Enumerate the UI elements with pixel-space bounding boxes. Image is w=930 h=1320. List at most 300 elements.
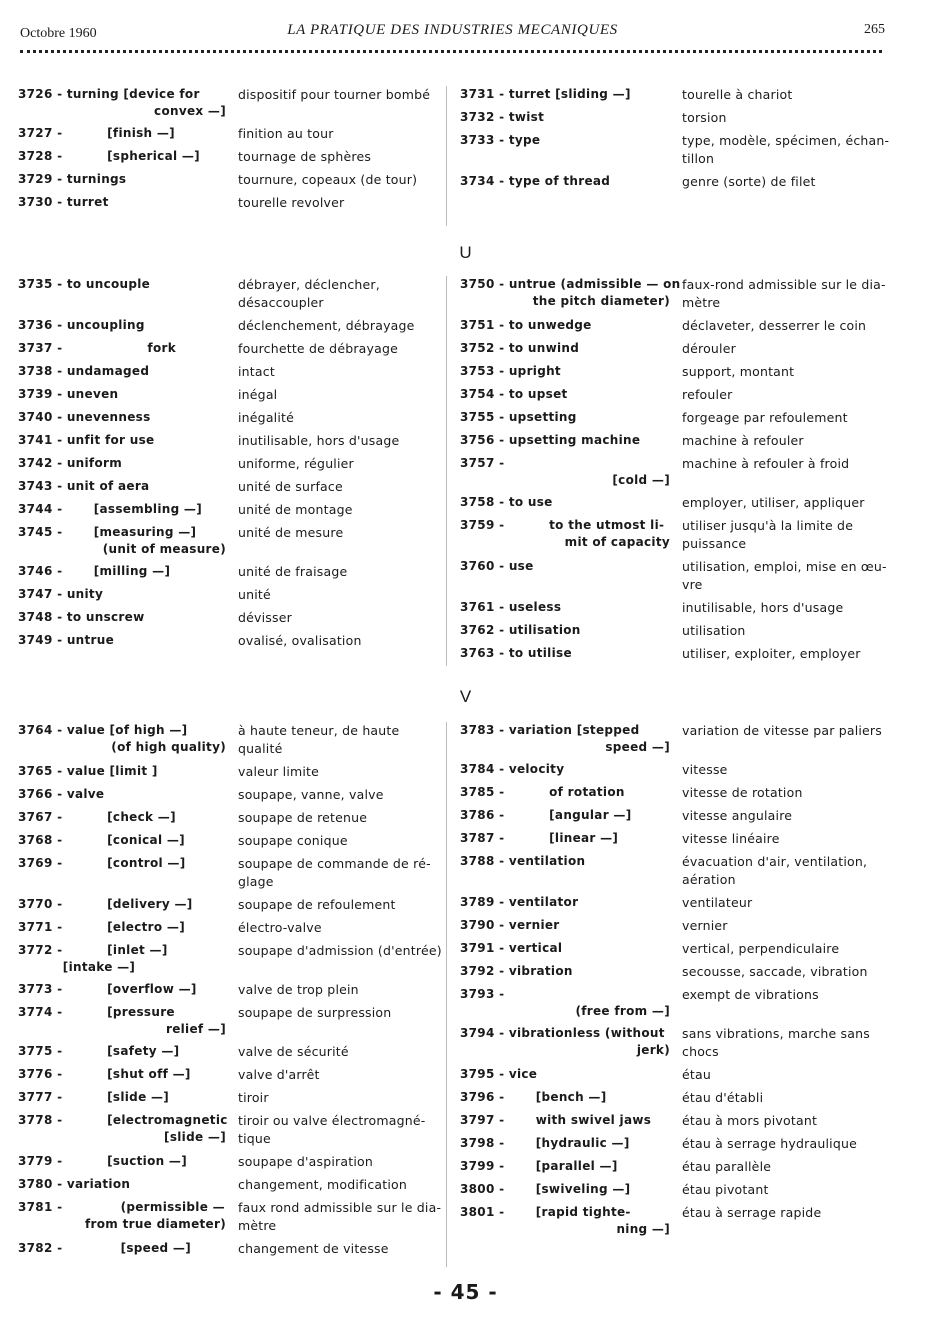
dictionary-entry xyxy=(18,86,443,120)
entry-term xyxy=(18,501,238,519)
entry-term-line: 3800 - [swiveling —] xyxy=(460,1182,631,1196)
entry-definition: déclaveter, desserrer le coin xyxy=(682,318,867,333)
column-divider xyxy=(446,86,447,226)
section-t-entries xyxy=(18,86,923,226)
entry-definition: électro-valve xyxy=(238,920,322,935)
entry-definition: tournage de sphères xyxy=(238,149,372,164)
entry-term xyxy=(18,855,238,891)
dictionary-entry xyxy=(18,386,443,404)
dictionary-entry xyxy=(460,622,910,640)
entry-term xyxy=(18,1240,238,1258)
section-v-entries xyxy=(18,722,923,1267)
dictionary-entry xyxy=(18,455,443,473)
entry-term xyxy=(460,455,682,489)
dictionary-entry xyxy=(18,1240,443,1258)
entry-definition: faux rond admissible sur le dia- mètre xyxy=(238,1200,442,1233)
entry-term xyxy=(460,173,682,191)
section-v-right-column xyxy=(460,722,910,1243)
dictionary-entry xyxy=(18,1004,443,1038)
entry-term-line: [slide —] xyxy=(164,1130,226,1144)
entry-term xyxy=(18,363,238,381)
entry-definition: secousse, saccade, vibration xyxy=(682,964,868,979)
entry-definition: soupape d'aspiration xyxy=(238,1154,373,1169)
entry-definition: à haute teneur, de haute qualité xyxy=(238,723,404,756)
dictionary-entry xyxy=(18,981,443,999)
entry-definition: étau à mors pivotant xyxy=(682,1113,818,1128)
entry-term xyxy=(460,386,682,404)
entry-term xyxy=(18,1004,238,1038)
entry-term xyxy=(18,786,238,804)
entry-term xyxy=(460,722,682,756)
dictionary-entry xyxy=(460,363,910,381)
entry-definition: ovalisé, ovalisation xyxy=(238,633,362,648)
entry-term-line: 3768 - [conical —] xyxy=(18,833,185,847)
entry-definition: valve de sécurité xyxy=(238,1044,349,1059)
page-header xyxy=(20,22,885,42)
dictionary-entry xyxy=(460,494,910,512)
entry-term xyxy=(460,807,682,825)
entry-definition: uniforme, régulier xyxy=(238,456,354,471)
dictionary-entry xyxy=(18,722,443,758)
entry-term-line: 3787 - [linear —] xyxy=(460,831,619,845)
entry-term-line: 3738 - undamaged xyxy=(18,364,150,378)
entry-definition: forgeage par refoulement xyxy=(682,410,848,425)
entry-term-line: 3729 - turnings xyxy=(18,172,127,186)
dictionary-entry xyxy=(460,599,910,617)
dictionary-entry xyxy=(460,340,910,358)
entry-term-line: from true diameter) xyxy=(85,1217,226,1231)
entry-term-line: 3762 - utilisation xyxy=(460,623,581,637)
section-u-entries xyxy=(18,276,923,666)
entry-definition: utiliser, exploiter, employer xyxy=(682,646,861,661)
entry-term-line: 3726 - turning [device for xyxy=(18,87,200,101)
entry-term-line: 3750 - untrue (admissible — on xyxy=(460,277,681,291)
entry-term xyxy=(18,432,238,450)
dictionary-entry xyxy=(460,276,910,312)
entry-term-line: 3795 - vice xyxy=(460,1067,538,1081)
entry-definition: étau à serrage rapide xyxy=(682,1205,822,1220)
entry-term-line: convex —] xyxy=(154,104,226,118)
entry-term xyxy=(18,455,238,473)
entry-term-line: 3748 - to unscrew xyxy=(18,610,145,624)
entry-term xyxy=(18,809,238,827)
entry-term-line: 3791 - vertical xyxy=(460,941,563,955)
dictionary-entry xyxy=(460,558,910,594)
entry-definition: inégal xyxy=(238,387,278,402)
entry-term-line: 3801 - [rapid tighte- xyxy=(460,1205,631,1219)
entry-definition: utilisation xyxy=(682,623,746,638)
dictionary-entry xyxy=(18,563,443,581)
dictionary-entry xyxy=(460,317,910,335)
entry-definition: vitesse angulaire xyxy=(682,808,793,823)
entry-definition: faux-rond admissible sur le dia- mètre xyxy=(682,277,886,310)
entry-definition: étau xyxy=(682,1067,711,1082)
dictionary-entry xyxy=(18,148,443,166)
dictionary-entry xyxy=(460,409,910,427)
entry-term-line: 3782 - [speed —] xyxy=(18,1241,192,1255)
entry-definition: exempt de vibrations xyxy=(682,987,819,1002)
entry-term-line: 3764 - value [of high —] xyxy=(18,723,188,737)
entry-definition: changement de vitesse xyxy=(238,1241,389,1256)
entry-definition: étau d'établi xyxy=(682,1090,764,1105)
entry-definition: soupape de retenue xyxy=(238,810,368,825)
entry-definition: support, montant xyxy=(682,364,795,379)
dictionary-entry xyxy=(18,1199,443,1235)
entry-definition: valve d'arrêt xyxy=(238,1067,320,1082)
entry-definition: tourelle à chariot xyxy=(682,87,793,102)
entry-term xyxy=(18,148,238,166)
entry-term xyxy=(18,1043,238,1061)
entry-term xyxy=(18,317,238,335)
entry-term-line: 3792 - vibration xyxy=(460,964,573,978)
entry-term xyxy=(460,784,682,802)
entry-definition: unité de mesure xyxy=(238,525,344,540)
dictionary-entry xyxy=(460,784,910,802)
entry-definition: vitesse xyxy=(682,762,728,777)
entry-term-line: 3730 - turret xyxy=(18,195,109,209)
dictionary-entry xyxy=(460,386,910,404)
dictionary-entry xyxy=(18,1089,443,1107)
dictionary-entry xyxy=(460,1204,910,1238)
letter-heading-u: U xyxy=(459,243,472,262)
entry-definition: torsion xyxy=(682,110,727,125)
entry-term-line: 3746 - [milling —] xyxy=(18,564,171,578)
entry-definition: sans vibrations, marche sans chocs xyxy=(682,1026,870,1059)
dictionary-entry xyxy=(18,432,443,450)
entry-term-line: 3733 - type xyxy=(460,133,541,147)
entry-term-line: 3767 - [check —] xyxy=(18,810,176,824)
section-v-left-column xyxy=(18,722,443,1263)
entry-term xyxy=(18,832,238,850)
entry-term-line: 3752 - to unwind xyxy=(460,341,580,355)
entry-term xyxy=(18,340,238,358)
dictionary-entry xyxy=(460,761,910,779)
entry-term xyxy=(460,830,682,848)
entry-term-line: 3735 - to uncouple xyxy=(18,277,151,291)
entry-definition: utilisation, emploi, mise en œu- vre xyxy=(682,559,887,592)
entry-term-line: 3761 - useless xyxy=(460,600,562,614)
entry-term-line: speed —] xyxy=(605,740,670,754)
entry-term-line: 3753 - upright xyxy=(460,364,561,378)
entry-term-line: ning —] xyxy=(616,1222,670,1236)
entry-term xyxy=(460,517,682,553)
entry-definition: ventilateur xyxy=(682,895,753,910)
entry-definition: valeur limite xyxy=(238,764,320,779)
dictionary-entry xyxy=(460,986,910,1020)
entry-term xyxy=(460,940,682,958)
dictionary-entry xyxy=(18,125,443,143)
entry-term xyxy=(18,276,238,312)
entry-definition: unité de montage xyxy=(238,502,353,517)
entry-definition: machine à refouler à froid xyxy=(682,456,850,471)
entry-definition: soupape, vanne, valve xyxy=(238,787,384,802)
entry-definition: soupape de surpression xyxy=(238,1005,392,1020)
entry-term xyxy=(18,763,238,781)
entry-term xyxy=(460,494,682,512)
entry-term-line: 3769 - [control —] xyxy=(18,856,186,870)
entry-term-line: mit of capacity xyxy=(564,535,670,549)
entry-term xyxy=(18,632,238,650)
entry-definition: intact xyxy=(238,364,275,379)
entry-term xyxy=(460,986,682,1020)
dictionary-entry xyxy=(460,1135,910,1153)
dictionary-entry xyxy=(18,1066,443,1084)
entry-term xyxy=(18,722,238,758)
entry-term xyxy=(18,896,238,914)
entry-term-line: 3798 - [hydraulic —] xyxy=(460,1136,630,1150)
entry-term-line: 3781 - (permissible — xyxy=(18,1200,225,1214)
dictionary-entry xyxy=(18,786,443,804)
entry-term xyxy=(460,86,682,104)
entry-term-line: 3739 - uneven xyxy=(18,387,119,401)
entry-term xyxy=(18,409,238,427)
entry-definition: étau parallèle xyxy=(682,1159,772,1174)
entry-term xyxy=(460,276,682,312)
entry-term-line: 3793 - xyxy=(460,987,505,1001)
dictionary-entry xyxy=(18,763,443,781)
entry-term-line: 3794 - vibrationless (without xyxy=(460,1026,665,1040)
entry-term xyxy=(18,1199,238,1235)
entry-term-line: 3728 - [spherical —] xyxy=(18,149,200,163)
dictionary-entry xyxy=(460,830,910,848)
entry-term-line: 3741 - unfit for use xyxy=(18,433,155,447)
dictionary-entry xyxy=(460,86,910,104)
entry-term-line: 3757 - xyxy=(460,456,505,470)
entry-definition: vernier xyxy=(682,918,728,933)
entry-term-line: (free from —] xyxy=(575,1004,670,1018)
dictionary-entry xyxy=(18,1153,443,1171)
entry-definition: unité de surface xyxy=(238,479,343,494)
entry-term xyxy=(460,917,682,935)
header-dotted-rule xyxy=(20,50,882,53)
entry-term xyxy=(18,942,238,976)
entry-term-line: 3780 - variation xyxy=(18,1177,131,1191)
journal-title: LA PRATIQUE DES INDUSTRIES MECANIQUES xyxy=(287,22,618,38)
entry-term xyxy=(18,1066,238,1084)
dictionary-entry xyxy=(18,409,443,427)
entry-definition: valve de trop plein xyxy=(238,982,359,997)
entry-definition: soupape de refoulement xyxy=(238,897,396,912)
entry-definition: étau pivotant xyxy=(682,1182,769,1197)
entry-term-line: 3756 - upsetting machine xyxy=(460,433,641,447)
entry-definition: soupape d'admission (d'entrée) xyxy=(238,943,442,958)
dictionary-entry xyxy=(460,455,910,489)
dictionary-entry xyxy=(460,807,910,825)
dictionary-entry xyxy=(460,1181,910,1199)
entry-term xyxy=(18,1089,238,1107)
entry-term-line: 3783 - variation [stepped xyxy=(460,723,640,737)
entry-definition: tiroir ou valve électromagné- tique xyxy=(238,1113,426,1146)
entry-definition: type, modèle, spécimen, échan- tillon xyxy=(682,133,890,166)
entry-term-line: [intake —] xyxy=(18,960,136,974)
entry-term xyxy=(18,386,238,404)
entry-term xyxy=(460,963,682,981)
dictionary-entry xyxy=(18,1176,443,1194)
entry-term xyxy=(460,1066,682,1084)
entry-term-line: 3789 - ventilator xyxy=(460,895,579,909)
entry-definition: inutilisable, hors d'usage xyxy=(238,433,400,448)
entry-definition: soupape de commande de ré- glage xyxy=(238,856,431,889)
dictionary-entry xyxy=(18,1043,443,1061)
entry-term xyxy=(460,340,682,358)
dictionary-entry xyxy=(460,1066,910,1084)
entry-term xyxy=(18,125,238,143)
entry-definition: vitesse de rotation xyxy=(682,785,803,800)
entry-definition: fourchette de débrayage xyxy=(238,341,399,356)
section-t-left-column xyxy=(18,86,443,217)
entry-term-line: 3732 - twist xyxy=(460,110,545,124)
entry-term-line: 3788 - ventilation xyxy=(460,854,586,868)
entry-term-line: 3778 - [electromagnetic xyxy=(18,1113,228,1127)
entry-term xyxy=(18,919,238,937)
entry-definition: vertical, perpendiculaire xyxy=(682,941,840,956)
entry-term xyxy=(460,1204,682,1238)
entry-definition: genre (sorte) de filet xyxy=(682,174,816,189)
entry-term-line: 3754 - to upset xyxy=(460,387,568,401)
entry-term-line: 3744 - [assembling —] xyxy=(18,502,203,516)
entry-term-line: 3797 - with swivel jaws xyxy=(460,1113,652,1127)
entry-term xyxy=(460,1112,682,1130)
dictionary-entry xyxy=(18,832,443,850)
entry-term-line: 3758 - to use xyxy=(460,495,553,509)
section-u-left-column xyxy=(18,276,443,655)
entry-definition: changement, modification xyxy=(238,1177,408,1192)
section-t-right-column xyxy=(460,86,910,196)
entry-definition: débrayer, déclencher, désaccoupler xyxy=(238,277,380,310)
dictionary-entry xyxy=(460,853,910,889)
entry-term xyxy=(460,1089,682,1107)
entry-term-line: relief —] xyxy=(165,1022,226,1036)
entry-term xyxy=(460,853,682,889)
dictionary-entry xyxy=(18,609,443,627)
dictionary-entry xyxy=(18,896,443,914)
entry-term xyxy=(460,1025,682,1061)
entry-definition: variation de vitesse par paliers xyxy=(682,723,882,738)
journal-page-number: 265 xyxy=(864,22,885,37)
entry-definition: dispositif pour tourner bombé xyxy=(238,87,431,102)
dictionary-entry xyxy=(460,132,910,168)
column-divider xyxy=(446,276,447,666)
dictionary-entry xyxy=(460,917,910,935)
entry-term-line: (of high quality) xyxy=(111,740,226,754)
dictionary-entry xyxy=(18,171,443,189)
section-u-right-column xyxy=(460,276,910,668)
entry-term xyxy=(18,194,238,212)
dictionary-entry xyxy=(18,340,443,358)
entry-definition: vitesse linéaire xyxy=(682,831,780,846)
dictionary-entry xyxy=(460,722,910,756)
dictionary-entry xyxy=(460,963,910,981)
dictionary-entry xyxy=(460,1158,910,1176)
entry-term xyxy=(18,981,238,999)
entry-term-line: 3760 - use xyxy=(460,559,534,573)
entry-term-line: 3763 - to utilise xyxy=(460,646,572,660)
entry-definition: évacuation d'air, ventilation, aération xyxy=(682,854,868,887)
entry-term-line: 3734 - type of thread xyxy=(460,174,611,188)
entry-term-line: 3776 - [shut off —] xyxy=(18,1067,191,1081)
dictionary-entry xyxy=(18,632,443,650)
dictionary-entry xyxy=(460,940,910,958)
entry-term xyxy=(460,894,682,912)
entry-term xyxy=(460,622,682,640)
entry-term xyxy=(460,132,682,168)
dictionary-entry xyxy=(18,1112,443,1148)
dictionary-entry xyxy=(460,894,910,912)
dictionary-entry xyxy=(18,501,443,519)
entry-term xyxy=(460,761,682,779)
entry-term-line: 3749 - untrue xyxy=(18,633,115,647)
entry-term-line: 3771 - [electro —] xyxy=(18,920,185,934)
entry-definition: tournure, copeaux (de tour) xyxy=(238,172,418,187)
entry-definition: soupape conique xyxy=(238,833,348,848)
entry-definition: unité de fraisage xyxy=(238,564,348,579)
entry-definition: étau à serrage hydraulique xyxy=(682,1136,857,1151)
dictionary-entry xyxy=(18,586,443,604)
dictionary-entry xyxy=(460,1025,910,1061)
dictionary-entry xyxy=(18,317,443,335)
entry-term-line: 3745 - [measuring —] xyxy=(18,525,197,539)
entry-definition: dérouler xyxy=(682,341,736,356)
entry-term-line: 3740 - unevenness xyxy=(18,410,151,424)
issue-date: Octobre 1960 xyxy=(20,26,97,41)
dictionary-entry xyxy=(18,194,443,212)
entry-term xyxy=(18,1153,238,1171)
entry-term-line: 3773 - [overflow —] xyxy=(18,982,197,996)
entry-definition: employer, utiliser, appliquer xyxy=(682,495,865,510)
entry-term-line: 3727 - [finish —] xyxy=(18,126,175,140)
dictionary-entry xyxy=(18,809,443,827)
entry-term-line: the pitch diameter) xyxy=(532,294,670,308)
entry-term xyxy=(460,599,682,617)
entry-term-line: 3784 - velocity xyxy=(460,762,565,776)
entry-term xyxy=(18,524,238,558)
entry-term-line: 3796 - [bench —] xyxy=(460,1090,607,1104)
entry-term-line: 3786 - [angular —] xyxy=(460,808,632,822)
entry-definition: finition au tour xyxy=(238,126,334,141)
entry-term xyxy=(18,171,238,189)
entry-term xyxy=(460,109,682,127)
dictionary-entry xyxy=(460,645,910,663)
entry-term xyxy=(18,1176,238,1194)
dictionary-entry xyxy=(18,919,443,937)
entry-term xyxy=(460,645,682,663)
entry-term-line: 3770 - [delivery —] xyxy=(18,897,193,911)
entry-term xyxy=(18,86,238,120)
entry-term-line: 3743 - unit of aera xyxy=(18,479,150,493)
entry-term xyxy=(460,432,682,450)
entry-definition: machine à refouler xyxy=(682,433,804,448)
entry-term-line: 3790 - vernier xyxy=(460,918,560,932)
entry-term-line: 3747 - unity xyxy=(18,587,104,601)
entry-term-line: 3772 - [inlet —] xyxy=(18,943,168,957)
entry-definition: utiliser jusqu'à la limite de puissance xyxy=(682,518,854,551)
entry-term-line: [cold —] xyxy=(612,473,670,487)
dictionary-entry xyxy=(18,478,443,496)
dictionary-entry xyxy=(460,432,910,450)
entry-term-line: 3751 - to unwedge xyxy=(460,318,592,332)
entry-term xyxy=(18,1112,238,1148)
entry-definition: tiroir xyxy=(238,1090,269,1105)
entry-term-line: 3774 - [pressure xyxy=(18,1005,175,1019)
entry-definition: inutilisable, hors d'usage xyxy=(682,600,844,615)
folio-number: - 45 - xyxy=(433,1280,498,1304)
entry-definition: déclenchement, débrayage xyxy=(238,318,415,333)
dictionary-entry xyxy=(18,276,443,312)
dictionary-entry xyxy=(18,363,443,381)
dictionary-entry xyxy=(18,855,443,891)
entry-definition: tourelle revolver xyxy=(238,195,345,210)
entry-term xyxy=(460,1181,682,1199)
